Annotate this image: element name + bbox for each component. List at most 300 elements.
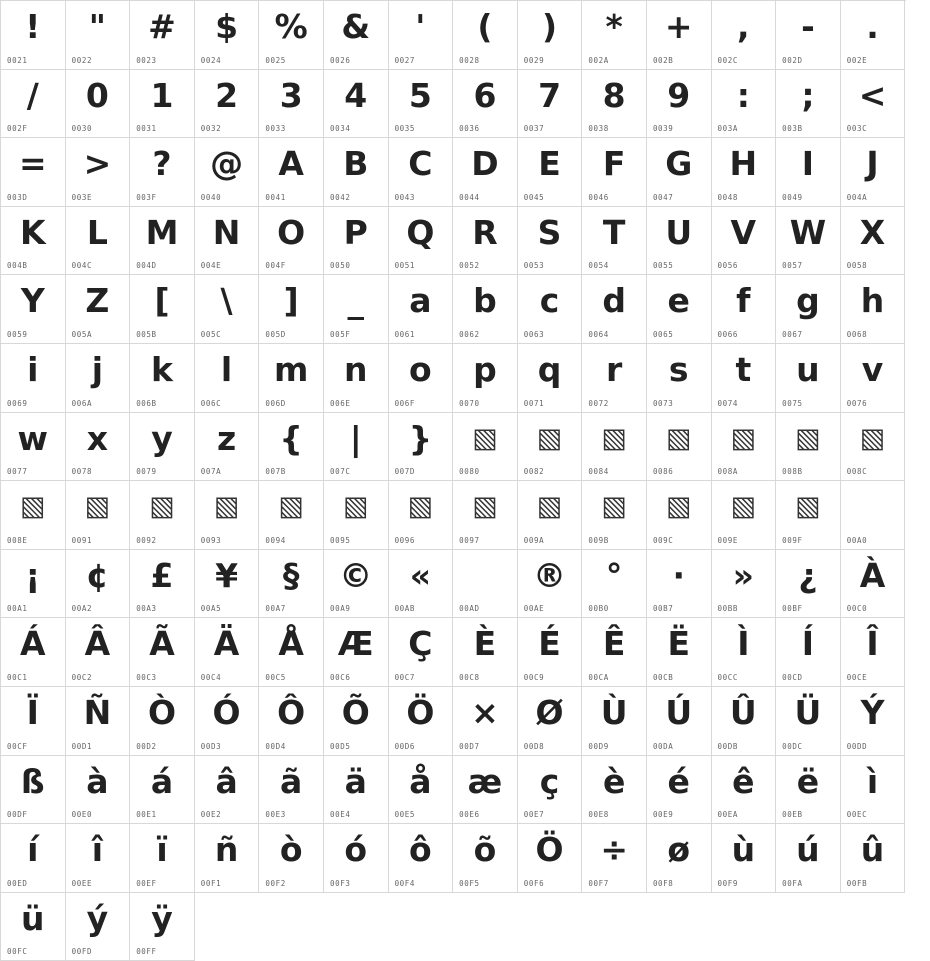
glyph-cell[interactable] — [841, 138, 906, 207]
glyph-cell[interactable] — [66, 1, 131, 70]
glyph-cell[interactable] — [841, 344, 906, 413]
glyph-character: 0 — [85, 75, 109, 115]
glyph-cell[interactable] — [1, 1, 66, 70]
glyph-cell[interactable] — [259, 207, 324, 276]
glyph-codepoint: 00D1 — [71, 741, 93, 751]
glyph-cell[interactable] — [453, 275, 518, 344]
glyph-cell[interactable] — [130, 824, 195, 893]
glyph-character: . — [866, 7, 879, 46]
notdef-glyph: ▧ — [859, 422, 886, 454]
glyph-cell[interactable] — [453, 687, 518, 756]
glyph-cell[interactable] — [66, 893, 131, 961]
glyph-cell[interactable] — [259, 1, 324, 70]
glyph-cell[interactable] — [66, 413, 131, 482]
glyph-cell[interactable] — [453, 70, 518, 139]
glyph-cell[interactable] — [582, 618, 647, 687]
glyph-codepoint: 00EE — [71, 878, 93, 888]
glyph-character: õ — [473, 830, 497, 870]
glyph-character: ( — [477, 7, 493, 46]
glyph-character: g — [796, 281, 820, 321]
glyph-cell[interactable] — [582, 1, 647, 70]
glyph-character: t — [735, 349, 752, 389]
glyph-codepoint: 00A9 — [329, 604, 351, 614]
glyph-cell[interactable] — [1, 413, 66, 482]
glyph-character: O — [277, 212, 306, 252]
glyph-cell[interactable] — [776, 687, 841, 756]
glyph-cell[interactable] — [259, 756, 324, 825]
glyph-cell[interactable] — [841, 550, 906, 619]
glyph-codepoint: 0043 — [394, 192, 416, 202]
glyph-cell[interactable] — [518, 275, 583, 344]
glyph-character: 6 — [473, 75, 497, 115]
glyph-character: d — [602, 281, 626, 321]
glyph-codepoint: 00C3 — [136, 672, 157, 682]
notdef-glyph: ▧ — [343, 491, 369, 523]
glyph-character: ñ — [214, 830, 239, 870]
glyph-character — [453, 553, 517, 599]
glyph-cell[interactable] — [712, 207, 777, 276]
glyph-character: ø — [667, 830, 691, 870]
glyph-cell[interactable] — [712, 618, 777, 687]
glyph-cell[interactable] — [1, 618, 66, 687]
glyph-cell[interactable] — [195, 481, 260, 550]
glyph-cell[interactable] — [389, 344, 454, 413]
glyph-cell[interactable] — [130, 138, 195, 207]
glyph-cell[interactable] — [324, 756, 389, 825]
glyph-character: ¿ — [798, 555, 818, 595]
glyph-codepoint: 0021 — [7, 55, 28, 65]
glyph-cell[interactable] — [647, 824, 712, 893]
glyph-cell[interactable] — [582, 824, 647, 893]
glyph-character: Ã — [149, 624, 175, 664]
glyph-cell[interactable] — [324, 207, 389, 276]
glyph-cell[interactable] — [389, 1, 454, 70]
glyph-cell[interactable] — [518, 70, 583, 139]
glyph-codepoint: 00E8 — [588, 810, 609, 820]
glyph-character: r — [606, 349, 623, 389]
glyph-cell[interactable] — [324, 275, 389, 344]
glyph-cell[interactable] — [130, 413, 195, 482]
glyph-cell[interactable] — [130, 481, 195, 550]
glyph-codepoint: 0066 — [717, 329, 738, 339]
glyph-cell[interactable] — [324, 687, 389, 756]
glyph-cell[interactable] — [582, 481, 647, 550]
glyph-cell[interactable] — [776, 756, 841, 825]
glyph-cell[interactable] — [195, 756, 260, 825]
glyph-character: Ü — [794, 692, 822, 732]
glyph-cell[interactable] — [259, 550, 324, 619]
glyph-character: X — [859, 212, 886, 252]
glyph-cell[interactable] — [259, 618, 324, 687]
glyph-cell[interactable] — [130, 687, 195, 756]
glyph-character: 9 — [667, 75, 691, 115]
glyph-cell[interactable] — [582, 413, 647, 482]
glyph-character: ï — [156, 830, 168, 870]
glyph-cell[interactable] — [776, 550, 841, 619]
notdef-glyph: ▧ — [601, 491, 627, 523]
glyph-cell[interactable] — [776, 275, 841, 344]
glyph-cell[interactable] — [453, 413, 518, 482]
glyph-character: Í — [801, 624, 815, 664]
glyph-codepoint: 008C — [846, 467, 868, 477]
glyph-cell[interactable] — [776, 1, 841, 70]
glyph-cell[interactable] — [1, 481, 66, 550]
glyph-cell[interactable] — [712, 687, 777, 756]
glyph-character: ç — [539, 761, 560, 801]
glyph-cell[interactable] — [195, 618, 260, 687]
glyph-cell[interactable] — [518, 618, 583, 687]
glyph-cell[interactable] — [1, 138, 66, 207]
glyph-cell[interactable] — [453, 824, 518, 893]
glyph-codepoint: 0050 — [329, 261, 351, 271]
glyph-codepoint: 009C — [652, 535, 674, 545]
glyph-cell[interactable] — [66, 138, 131, 207]
glyph-cell[interactable] — [647, 207, 712, 276]
glyph-cell[interactable] — [776, 824, 841, 893]
glyph-cell[interactable] — [324, 481, 389, 550]
glyph-cell[interactable] — [712, 275, 777, 344]
glyph-cell[interactable] — [647, 687, 712, 756]
glyph-character: w — [17, 418, 49, 458]
glyph-cell[interactable] — [841, 824, 906, 893]
glyph-cell[interactable] — [776, 207, 841, 276]
glyph-cell[interactable] — [518, 413, 583, 482]
glyph-cell[interactable] — [712, 70, 777, 139]
glyph-cell[interactable] — [324, 413, 389, 482]
glyph-character: > — [83, 144, 112, 184]
glyph-cell[interactable] — [324, 344, 389, 413]
glyph-cell[interactable] — [130, 550, 195, 619]
glyph-cell[interactable] — [66, 618, 131, 687]
notdef-glyph: ▧ — [149, 491, 175, 523]
grid-filler — [841, 893, 906, 961]
glyph-cell[interactable] — [518, 550, 583, 619]
glyph-cell[interactable] — [582, 275, 647, 344]
glyph-character: W — [789, 212, 827, 252]
notdef-glyph: ▧ — [665, 422, 692, 454]
glyph-codepoint: 0072 — [588, 398, 609, 408]
glyph-codepoint: 005D — [265, 329, 286, 339]
glyph-cell[interactable] — [518, 756, 583, 825]
glyph-cell[interactable] — [712, 138, 777, 207]
glyph-cell[interactable] — [647, 618, 712, 687]
glyph-character: Î — [866, 624, 879, 664]
glyph-cell[interactable] — [389, 207, 454, 276]
glyph-cell[interactable] — [582, 207, 647, 276]
glyph-cell[interactable] — [453, 207, 518, 276]
glyph-codepoint: 00E6 — [459, 810, 480, 820]
glyph-character: R — [472, 212, 498, 252]
glyph-character: § — [282, 555, 300, 595]
glyph-cell[interactable] — [259, 824, 324, 893]
glyph-cell[interactable] — [776, 344, 841, 413]
glyph-character: ù — [731, 830, 756, 870]
grid-filler — [518, 893, 583, 961]
glyph-cell[interactable] — [259, 70, 324, 139]
glyph-cell[interactable] — [195, 275, 260, 344]
glyph-cell[interactable] — [195, 138, 260, 207]
glyph-codepoint: 00CD — [782, 672, 803, 682]
glyph-cell[interactable] — [389, 70, 454, 139]
glyph-codepoint: 0049 — [782, 192, 803, 202]
glyph-cell[interactable] — [518, 207, 583, 276]
glyph-cell[interactable] — [66, 550, 131, 619]
glyph-codepoint: 002F — [7, 124, 28, 134]
glyph-cell[interactable] — [518, 687, 583, 756]
glyph-cell[interactable] — [841, 756, 906, 825]
glyph-codepoint: 00F1 — [200, 878, 222, 888]
glyph-character: ÷ — [600, 830, 628, 870]
glyph-character: k — [151, 349, 173, 389]
glyph-character: = — [18, 144, 47, 184]
glyph-character: + — [664, 7, 693, 46]
glyph-cell[interactable] — [66, 344, 131, 413]
glyph-cell[interactable] — [66, 756, 131, 825]
glyph-cell[interactable] — [453, 481, 518, 550]
glyph-cell[interactable] — [518, 138, 583, 207]
glyph-cell[interactable] — [389, 687, 454, 756]
glyph-character: ¡ — [25, 555, 41, 595]
glyph-cell[interactable] — [776, 138, 841, 207]
glyph-character: a — [409, 281, 432, 321]
glyph-cell[interactable] — [1, 824, 66, 893]
glyph-cell[interactable] — [712, 824, 777, 893]
glyph-cell[interactable] — [389, 481, 454, 550]
glyph-cell[interactable] — [582, 138, 647, 207]
glyph-cell[interactable] — [776, 413, 841, 482]
glyph-cell[interactable] — [1, 207, 66, 276]
glyph-cell[interactable] — [582, 70, 647, 139]
glyph-cell[interactable] — [582, 344, 647, 413]
glyph-codepoint: 00DD — [846, 741, 868, 751]
glyph-cell[interactable] — [259, 138, 324, 207]
glyph-character: À — [859, 555, 886, 595]
glyph-cell[interactable] — [324, 824, 389, 893]
glyph-cell[interactable] — [66, 824, 131, 893]
glyph-character: É — [538, 624, 561, 664]
glyph-cell[interactable] — [66, 70, 131, 139]
glyph-character: 4 — [344, 75, 368, 115]
glyph-cell[interactable] — [1, 687, 66, 756]
glyph-codepoint: 009F — [782, 535, 803, 545]
glyph-character: ô — [409, 830, 432, 870]
glyph-codepoint: 0037 — [523, 124, 545, 134]
glyph-cell[interactable] — [389, 413, 454, 482]
glyph-cell[interactable] — [324, 138, 389, 207]
glyph-cell[interactable] — [518, 344, 583, 413]
glyph-cell[interactable] — [130, 756, 195, 825]
glyph-cell[interactable] — [647, 138, 712, 207]
glyph-cell[interactable] — [647, 1, 712, 70]
notdef-glyph: ▧ — [407, 491, 434, 523]
glyph-codepoint: 003C — [846, 124, 868, 134]
glyph-cell[interactable] — [130, 1, 195, 70]
glyph-cell[interactable] — [841, 207, 906, 276]
glyph-cell[interactable] — [324, 70, 389, 139]
glyph-codepoint: 006F — [394, 398, 416, 408]
glyph-codepoint: 0082 — [523, 467, 545, 477]
glyph-cell[interactable] — [259, 481, 324, 550]
glyph-character: ° — [605, 555, 623, 595]
glyph-codepoint: 009B — [588, 535, 609, 545]
glyph-codepoint: 004E — [200, 261, 222, 271]
glyph-cell[interactable] — [712, 550, 777, 619]
glyph-character: Ö — [535, 830, 564, 870]
glyph-codepoint: 0056 — [717, 261, 738, 271]
glyph-cell[interactable] — [195, 824, 260, 893]
glyph-cell[interactable] — [66, 207, 131, 276]
glyph-cell[interactable] — [582, 687, 647, 756]
glyph-character: ? — [152, 144, 172, 184]
glyph-cell[interactable] — [66, 687, 131, 756]
glyph-codepoint: 00F2 — [265, 878, 286, 888]
glyph-codepoint: 0026 — [329, 55, 351, 65]
glyph-codepoint: 0059 — [7, 329, 28, 339]
glyph-character: à — [86, 761, 109, 801]
glyph-cell[interactable] — [130, 70, 195, 139]
glyph-codepoint: 0022 — [71, 55, 93, 65]
glyph-codepoint: 0067 — [782, 329, 803, 339]
glyph-cell[interactable] — [389, 138, 454, 207]
glyph-cell[interactable] — [776, 70, 841, 139]
glyph-character: å — [409, 761, 432, 801]
glyph-codepoint: 00BB — [717, 604, 738, 614]
glyph-character: ò — [279, 830, 303, 870]
glyph-cell[interactable] — [776, 481, 841, 550]
glyph-cell[interactable] — [66, 275, 131, 344]
glyph-cell[interactable] — [195, 1, 260, 70]
glyph-cell[interactable] — [712, 481, 777, 550]
glyph-cell[interactable] — [647, 413, 712, 482]
glyph-cell[interactable] — [453, 618, 518, 687]
glyph-codepoint: 00FC — [7, 947, 28, 957]
glyph-cell[interactable] — [195, 413, 260, 482]
glyph-cell[interactable] — [324, 550, 389, 619]
glyph-codepoint: 00D3 — [200, 741, 222, 751]
glyph-cell[interactable] — [647, 70, 712, 139]
glyph-cell[interactable] — [130, 207, 195, 276]
glyph-cell[interactable] — [195, 550, 260, 619]
glyph-cell[interactable] — [841, 481, 906, 550]
glyph-cell[interactable] — [841, 1, 906, 70]
glyph-cell[interactable] — [195, 207, 260, 276]
glyph-codepoint: 00C9 — [523, 672, 545, 682]
glyph-cell[interactable] — [1, 70, 66, 139]
glyph-codepoint: 00F4 — [394, 878, 416, 888]
glyph-codepoint: 00F7 — [588, 878, 609, 888]
glyph-cell[interactable] — [647, 756, 712, 825]
glyph-cell[interactable] — [259, 275, 324, 344]
glyph-cell[interactable] — [518, 1, 583, 70]
glyph-codepoint: 00F9 — [717, 878, 738, 888]
glyph-cell[interactable] — [518, 824, 583, 893]
glyph-character: C — [408, 144, 433, 184]
glyph-cell[interactable] — [582, 756, 647, 825]
glyph-codepoint: 0057 — [782, 261, 803, 271]
glyph-cell[interactable] — [647, 275, 712, 344]
glyph-cell[interactable] — [389, 275, 454, 344]
glyph-codepoint: 0077 — [7, 467, 28, 477]
grid-filler — [195, 893, 260, 961]
glyph-cell[interactable] — [647, 481, 712, 550]
glyph-cell[interactable] — [518, 481, 583, 550]
glyph-codepoint: 007D — [394, 467, 416, 477]
glyph-cell[interactable] — [389, 550, 454, 619]
glyph-cell[interactable] — [324, 1, 389, 70]
glyph-cell[interactable] — [453, 550, 518, 619]
glyph-character: ü — [21, 898, 45, 938]
glyph-cell[interactable] — [712, 344, 777, 413]
glyph-cell[interactable] — [712, 756, 777, 825]
glyph-cell[interactable] — [389, 824, 454, 893]
glyph-codepoint: 00D8 — [523, 741, 545, 751]
glyph-cell[interactable] — [324, 618, 389, 687]
glyph-cell[interactable] — [841, 413, 906, 482]
glyph-codepoint: 0023 — [136, 55, 157, 65]
glyph-cell[interactable] — [647, 344, 712, 413]
glyph-cell[interactable] — [841, 70, 906, 139]
glyph-cell[interactable] — [259, 687, 324, 756]
glyph-codepoint: 0074 — [717, 398, 738, 408]
glyph-codepoint: 0063 — [523, 329, 545, 339]
glyph-cell[interactable] — [453, 344, 518, 413]
glyph-character: u — [796, 349, 820, 389]
glyph-cell[interactable] — [1, 756, 66, 825]
grid-filler — [389, 893, 454, 961]
glyph-cell[interactable] — [195, 687, 260, 756]
glyph-cell[interactable] — [130, 618, 195, 687]
glyph-cell[interactable] — [841, 687, 906, 756]
glyph-cell[interactable] — [66, 481, 131, 550]
glyph-cell[interactable] — [389, 618, 454, 687]
glyph-character: j — [91, 349, 104, 389]
glyph-cell[interactable] — [130, 893, 195, 961]
glyph-cell[interactable] — [389, 756, 454, 825]
glyph-cell[interactable] — [453, 756, 518, 825]
glyph-cell[interactable] — [195, 344, 260, 413]
glyph-cell[interactable] — [195, 70, 260, 139]
glyph-character: & — [341, 7, 371, 46]
glyph-codepoint: 0044 — [459, 192, 480, 202]
glyph-cell[interactable] — [647, 550, 712, 619]
glyph-codepoint: 00FF — [136, 947, 157, 957]
glyph-codepoint: 00BF — [782, 604, 803, 614]
glyph-codepoint: 0054 — [588, 261, 609, 271]
glyph-cell[interactable] — [776, 618, 841, 687]
glyph-cell[interactable] — [130, 344, 195, 413]
glyph-codepoint: 007B — [265, 467, 286, 477]
glyph-cell[interactable] — [259, 413, 324, 482]
glyph-cell[interactable] — [712, 1, 777, 70]
glyph-cell[interactable] — [712, 413, 777, 482]
glyph-cell[interactable] — [259, 344, 324, 413]
notdef-glyph: ▧ — [536, 491, 563, 523]
glyph-character: / — [26, 75, 39, 115]
glyph-codepoint: 0046 — [588, 192, 609, 202]
glyph-cell[interactable] — [841, 275, 906, 344]
glyph-cell[interactable] — [1, 275, 66, 344]
glyph-cell[interactable] — [130, 275, 195, 344]
glyph-cell[interactable] — [1, 344, 66, 413]
glyph-cell[interactable] — [453, 1, 518, 70]
glyph-cell[interactable] — [453, 138, 518, 207]
glyph-cell[interactable] — [1, 893, 66, 961]
notdef-glyph: ▧ — [795, 491, 821, 523]
glyph-codepoint: 0071 — [523, 398, 545, 408]
glyph-cell[interactable] — [582, 550, 647, 619]
glyph-cell[interactable] — [1, 550, 66, 619]
glyph-cell[interactable] — [841, 618, 906, 687]
